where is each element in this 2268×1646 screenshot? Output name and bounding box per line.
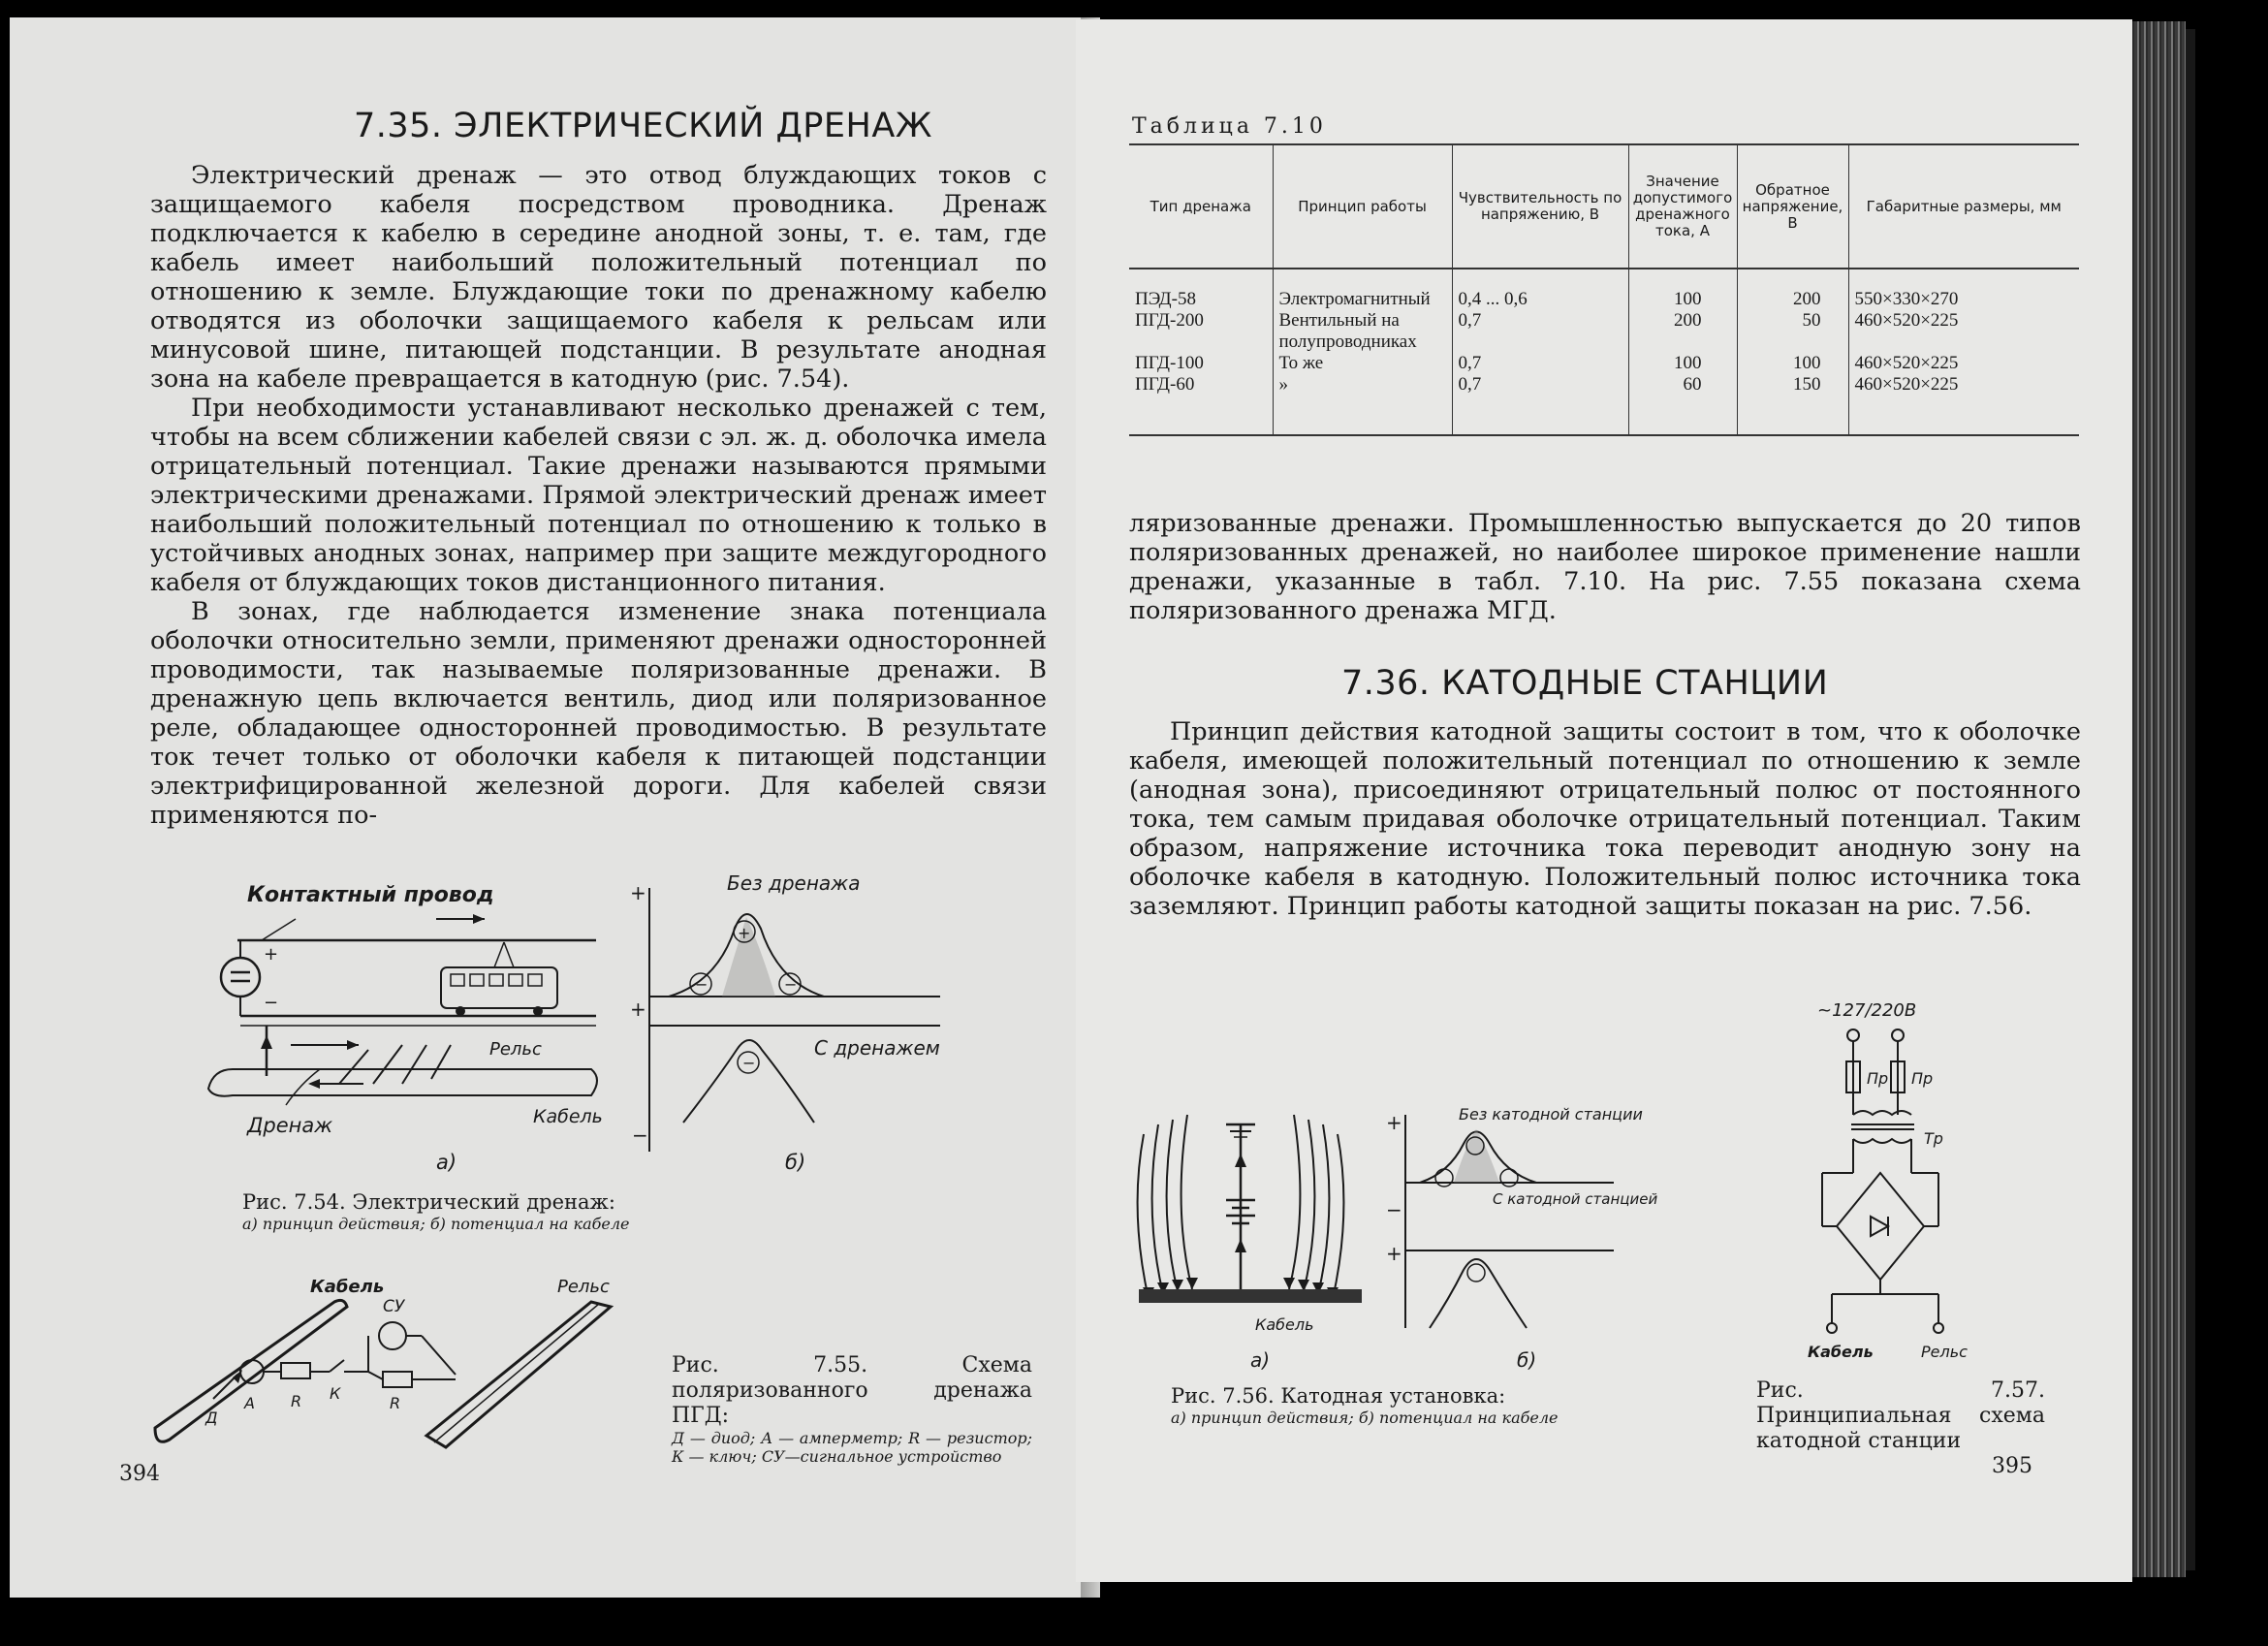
svg-text:−: − bbox=[742, 1054, 756, 1072]
label-a: а) bbox=[436, 1151, 457, 1174]
book-page-edges bbox=[2127, 21, 2186, 1577]
tram-icon bbox=[441, 942, 557, 1016]
table-cell: 60 bbox=[1628, 374, 1737, 435]
table-header: Обратное напряжение, В bbox=[1737, 144, 1848, 269]
label-with-station: С катодной станцией bbox=[1493, 1190, 1658, 1208]
key-icon bbox=[330, 1360, 344, 1372]
svg-text:+: + bbox=[1386, 1111, 1402, 1134]
table-title: Таблица 7.10 bbox=[1132, 114, 1327, 139]
label-cable: Кабель bbox=[310, 1277, 385, 1297]
caption-subtitle: а) принцип действия; б) потенциал на кабеле bbox=[242, 1215, 630, 1233]
table-header: Габаритные размеры, мм bbox=[1866, 197, 2062, 215]
table-cell: 150 bbox=[1737, 374, 1848, 435]
page-number: 394 bbox=[119, 1462, 160, 1486]
table-cell: 100 bbox=[1628, 353, 1737, 374]
table-cell: Электромагнитный bbox=[1273, 269, 1452, 310]
table-cell: 0,7 bbox=[1452, 310, 1628, 353]
table-cell: 0,7 bbox=[1452, 374, 1628, 435]
svg-text:+: + bbox=[630, 881, 646, 904]
table-cell: То же bbox=[1273, 353, 1452, 374]
table-header: Принцип работы bbox=[1273, 144, 1452, 269]
table-header: Чувствительность по напряжению, В bbox=[1452, 144, 1628, 269]
table-row bbox=[1129, 374, 2079, 435]
caption-title: Рис. 7.55. Схема поляризованного дренажа ПГД: bbox=[672, 1353, 1032, 1428]
table-cell: 550×330×270 bbox=[1854, 289, 1959, 309]
left-page bbox=[10, 17, 1081, 1598]
figure-7-57-caption: Рис. 7.57. Принципиальная схема катодной станции bbox=[1756, 1378, 2045, 1453]
svg-text:+: + bbox=[1386, 1242, 1402, 1265]
caption-subtitle: Д — диод; А — амперметр; R — резистор; К — ключ; СУ—сигнальное устройство bbox=[672, 1429, 1032, 1466]
label-su: СУ bbox=[383, 1297, 405, 1316]
transformer-icon bbox=[1853, 1111, 1911, 1115]
table-cell: 460×520×225 bbox=[1854, 353, 1959, 373]
table-cell: Вентильный на полупроводниках bbox=[1273, 310, 1452, 353]
caption-title: Рис. 7.56. Катодная установка: bbox=[1171, 1384, 1506, 1408]
svg-text:+: + bbox=[630, 997, 646, 1021]
table-cell: 50 bbox=[1737, 310, 1848, 353]
table-header: Значение допустимого дренажного тока, А bbox=[1628, 144, 1737, 269]
left-body-text bbox=[150, 161, 1047, 830]
signal-device-icon bbox=[379, 1322, 406, 1349]
figure-7-55-caption bbox=[672, 1353, 1032, 1466]
book-cover-edge bbox=[2186, 29, 2195, 1570]
table-cell: 200 bbox=[1737, 269, 1848, 310]
table-cell: 100 bbox=[1628, 269, 1737, 310]
table-cell: ПГД-100 bbox=[1129, 353, 1273, 374]
figure-7-54 bbox=[204, 861, 960, 1181]
table-cell: 460×520×225 bbox=[1854, 310, 1959, 331]
drain-types-table bbox=[1129, 143, 2079, 436]
right-body-text-bottom bbox=[1129, 717, 2081, 921]
table-cell: 0,7 bbox=[1452, 353, 1628, 374]
label-a: а) bbox=[1250, 1348, 1271, 1372]
paragraph: Электрический дренаж — это отвод блуждающих токов с защищаемого кабеля посредством проводника. Дренаж подключается к кабелю в середине анодной зоны, т. е. там, где кабель имеет наибольший положительный потенциал по отношению к земле. Блуждающие токи по дренажному кабелю отводятся из оболочки защищаемого кабеля к рельсам или минусовой шине, питающей подстанции. В результате анодная зона на кабеле превращается в катодную (рис. 7.54). bbox=[150, 161, 1047, 394]
figure-7-57 bbox=[1793, 979, 2035, 1367]
label-drain: Дренаж bbox=[247, 1114, 333, 1137]
table-cell: 460×520×225 bbox=[1848, 374, 2079, 435]
table-row bbox=[1129, 269, 2079, 310]
label-b: б) bbox=[1517, 1348, 1537, 1372]
table-cell: ПГД-200 bbox=[1129, 310, 1273, 353]
label-r2: R bbox=[390, 1394, 401, 1412]
right-page bbox=[1076, 19, 2132, 1582]
paragraph: В зонах, где наблюдается изменение знака потенциала оболочки относительно земли, применяют дренажи односторонней проводимости, так называемые поляризованные дренажи. В дренажную цепь включается вентиль, диод или поляризованное реле, обладающее односторонней проводимостью. В результате ток течет только от оболочки кабеля к питающей подстанции электрифицированной железной дороги. Для кабелей связи применяются по- bbox=[150, 597, 1047, 830]
figure-7-56-caption bbox=[1171, 1384, 1675, 1427]
table-cell: » bbox=[1273, 374, 1452, 435]
right-body-text-top bbox=[1129, 509, 2081, 625]
label-d: Д bbox=[205, 1409, 218, 1427]
label-a: А bbox=[244, 1394, 255, 1412]
label-tr: Тр bbox=[1924, 1129, 1943, 1148]
label-rail: Рельс bbox=[557, 1277, 610, 1297]
table-cell: 0,4 ... 0,6 bbox=[1452, 269, 1628, 310]
figure-7-56 bbox=[1129, 1076, 1711, 1377]
table-cell: ПГД-60 bbox=[1129, 374, 1273, 435]
caption-title: Рис. 7.54. Электрический дренаж: bbox=[242, 1190, 615, 1214]
label-voltage: ~127/220В bbox=[1817, 1000, 1917, 1021]
label-without-drain: Без дренажа bbox=[727, 871, 861, 895]
paragraph: ляризованные дренажи. Промышленностью выпускается до 20 типов поляризованных дренажей, но наиболее широкое применение нашли дренажи, указанные в табл. 7.10. На рис. 7.55 показана схема поляризованного дренажа МГД. bbox=[1129, 509, 2081, 625]
svg-text:−: − bbox=[1386, 1198, 1402, 1221]
page-number: 395 bbox=[1992, 1454, 2032, 1478]
table-cell: 100 bbox=[1737, 353, 1848, 374]
diode-icon bbox=[1871, 1217, 1888, 1236]
svg-text:−: − bbox=[784, 975, 798, 994]
label-contact-wire: Контактный провод bbox=[247, 883, 494, 907]
label-cable: Кабель bbox=[1255, 1315, 1314, 1334]
figure-7-54-caption bbox=[242, 1190, 727, 1233]
section-heading-7-36: 7.36. КАТОДНЫЕ СТАНЦИИ bbox=[1341, 664, 1829, 703]
svg-text:+: + bbox=[264, 944, 279, 965]
svg-text:+: + bbox=[738, 924, 751, 942]
table-header: Тип дренажа bbox=[1129, 144, 1273, 269]
label-pr2: Пр bbox=[1911, 1069, 1934, 1088]
svg-text:−: − bbox=[695, 975, 709, 994]
table-row bbox=[1129, 353, 2079, 374]
label-pr1: Пр bbox=[1867, 1069, 1889, 1088]
table-header-row bbox=[1129, 144, 2079, 269]
label-b: б) bbox=[785, 1151, 806, 1174]
cable-icon bbox=[1139, 1289, 1362, 1303]
table-row bbox=[1129, 310, 2079, 353]
label-k: К bbox=[330, 1384, 341, 1403]
label-rail: Рельс bbox=[489, 1039, 542, 1060]
section-heading-7-35: 7.35. ЭЛЕКТРИЧЕСКИЙ ДРЕНАЖ bbox=[354, 107, 932, 145]
label-without-station: Без катодной станции bbox=[1459, 1105, 1643, 1124]
label-cable: Кабель bbox=[1808, 1343, 1874, 1361]
power-source-icon bbox=[221, 958, 260, 997]
resistor-icon bbox=[281, 1363, 310, 1378]
svg-text:−: − bbox=[632, 1124, 648, 1147]
label-with-drain: С дренажем bbox=[814, 1036, 940, 1060]
paragraph: Принцип действия катодной защиты состоит в том, что к оболочке кабеля, имеющей положительный потенциал по отношению к земле (анодная зона), присоединяют отрицательный полюс от постоянного тока, тем самым придавая оболочке отрицательный потенциал. Таким образом, напряжение источника тока переводит анодную зону на оболочке кабеля в катодную. Положительный полюс источника тока заземляют. Принцип работы катодной защиты показан на рис. 7.56. bbox=[1129, 717, 2081, 921]
label-r: R bbox=[291, 1392, 302, 1410]
table-cell: ПЭД-58 bbox=[1129, 269, 1273, 310]
figure-7-55 bbox=[136, 1263, 678, 1467]
table-cell: 200 bbox=[1628, 310, 1737, 353]
caption-subtitle: а) принцип действия; б) потенциал на кабеле bbox=[1171, 1409, 1559, 1427]
paragraph: При необходимости устанавливают несколько дренажей с тем, чтобы на всем сближении кабелей связи с эл. ж. д. оболочка имела отрицательный потенциал. Такие дренажи называются прямыми электрическими дренажами. Прямой электрический дренаж имеет наибольший положительный потенциал по отношению к только в устойчивых анодных зонах, например при защите междугородного кабеля от блуждающих токов дистанционного питания. bbox=[150, 394, 1047, 597]
label-cable: Кабель bbox=[533, 1106, 603, 1127]
rectifier-bridge-icon bbox=[1837, 1173, 1924, 1280]
label-rail: Рельс bbox=[1921, 1343, 1968, 1361]
svg-text:−: − bbox=[264, 993, 279, 1013]
